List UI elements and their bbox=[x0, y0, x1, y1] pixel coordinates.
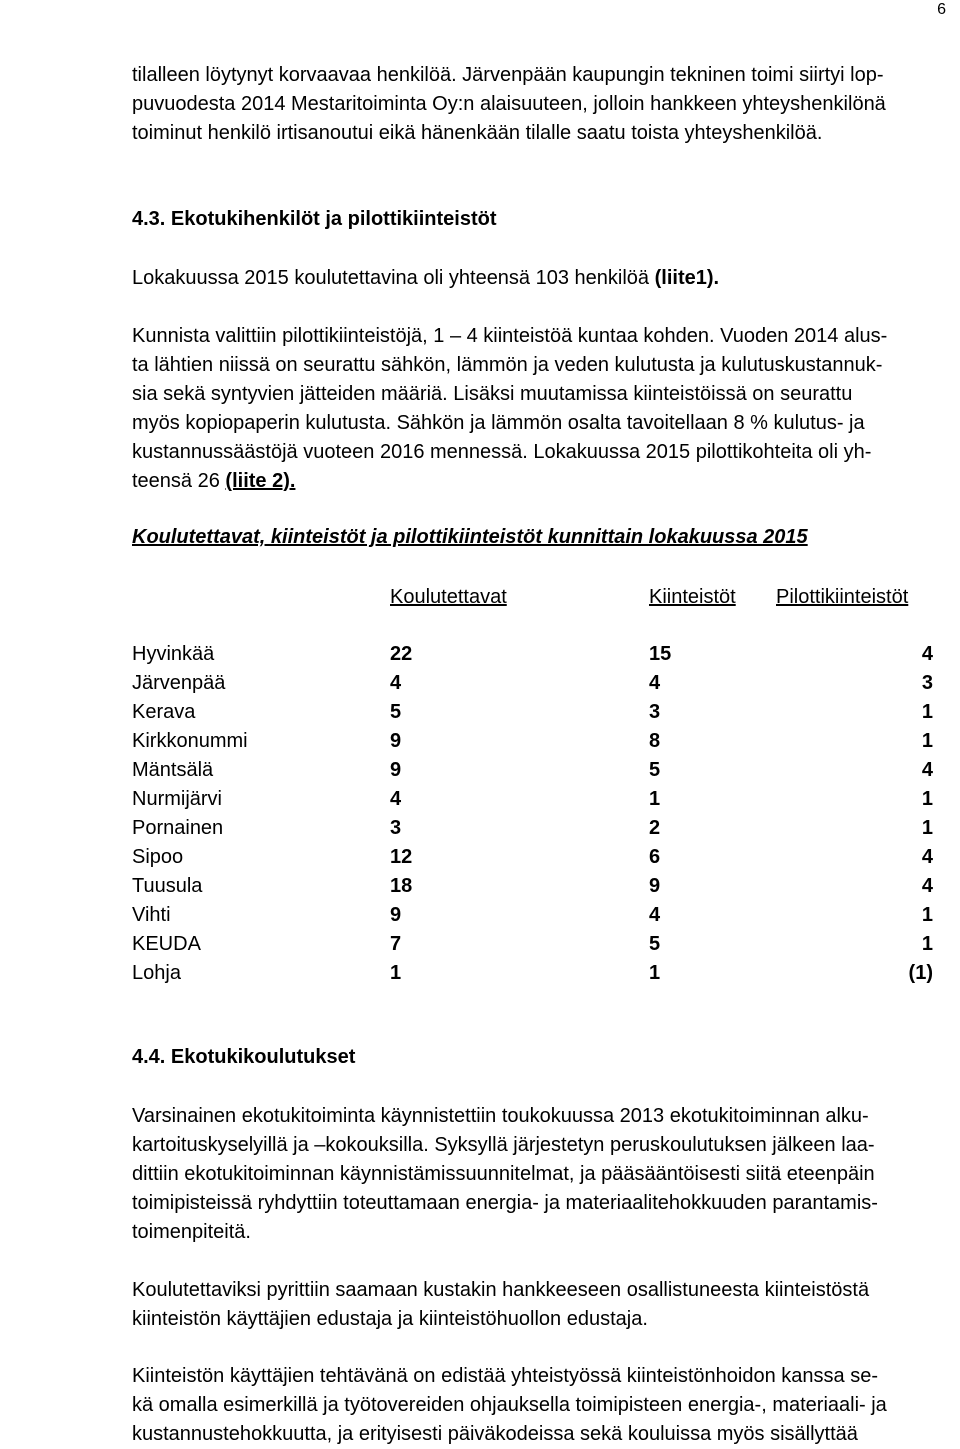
properties-cell: 5 bbox=[649, 933, 661, 955]
intro-paragraph bbox=[132, 61, 932, 148]
text-line bbox=[132, 264, 932, 293]
text-line: kustannussäästöjä vuoteen 2016 mennessä. Lokakuussa 2015 pilottikohteita oli yh- bbox=[132, 441, 872, 463]
pilot-properties-cell: 4 bbox=[921, 643, 933, 665]
pilot-properties-cell: 1 bbox=[921, 933, 933, 955]
trainees-cell: 22 bbox=[390, 643, 413, 665]
properties-cell: 1 bbox=[649, 788, 661, 810]
text-line: myös kopiopaperin kulutusta. Sähkön ja lämmön osalta tavoitellaan 8 % kulutus- ja bbox=[132, 412, 865, 434]
text-line: Varsinainen ekotukitoiminta käynnistettiin toukokuussa 2013 ekotukitoiminnan alku- bbox=[132, 1105, 869, 1127]
section-4-3-paragraph-1 bbox=[132, 264, 932, 293]
municipality-cell: KEUDA bbox=[132, 933, 201, 955]
trainees-cell: 18 bbox=[390, 875, 413, 897]
table-row bbox=[132, 640, 932, 669]
trainees-cell: 4 bbox=[390, 788, 402, 810]
pilot-properties-cell: 3 bbox=[921, 672, 933, 694]
municipality-cell: Pornainen bbox=[132, 817, 224, 839]
text-line: ta lähtien niissä on seurattu sähkön, lämmön ja veden kulutusta ja kulutuskustannuk- bbox=[132, 354, 883, 376]
text-span: Lokakuussa 2015 koulutettavina oli yhteensä 103 henkilöä bbox=[132, 267, 655, 289]
table-row bbox=[132, 872, 932, 901]
table-row bbox=[132, 814, 932, 843]
page-number: 6 bbox=[937, 1, 946, 18]
table-row bbox=[132, 785, 932, 814]
pilot-properties-cell: 1 bbox=[921, 904, 933, 926]
properties-cell: 1 bbox=[649, 962, 661, 984]
pilot-properties-cell: 1 bbox=[921, 730, 933, 752]
trainees-cell: 7 bbox=[390, 933, 402, 955]
pilot-properties-cell: 4 bbox=[921, 846, 933, 868]
text-span: teensä 26 bbox=[132, 470, 226, 492]
properties-cell: 4 bbox=[649, 904, 661, 926]
section-heading-4-4: 4.4. Ekotukikoulutukset bbox=[132, 1046, 356, 1068]
table-row bbox=[132, 901, 932, 930]
properties-cell: 8 bbox=[649, 730, 661, 752]
trainees-cell: 3 bbox=[390, 817, 402, 839]
section-4-4-paragraph-3 bbox=[132, 1362, 932, 1449]
appendix-reference: (liite 2). bbox=[225, 470, 296, 492]
text-line: dittiin ekotukitoiminnan käynnistämissuunnitelmat, ja pääsääntöisesti siitä eteenpäin bbox=[132, 1163, 875, 1185]
trainees-cell: 9 bbox=[390, 730, 402, 752]
properties-cell: 4 bbox=[649, 672, 661, 694]
trainees-cell: 4 bbox=[390, 672, 402, 694]
section-4-3-paragraph-2 bbox=[132, 322, 932, 496]
text-span: Vuoden 2014 alus- bbox=[720, 325, 888, 347]
section-heading-4-3: 4.3. Ekotukihenkilöt ja pilottikiinteistöt bbox=[132, 208, 497, 230]
pilot-properties-cell: 1 bbox=[921, 701, 933, 723]
text-line: toimipisteissä ryhdyttiin toteuttamaan energia- ja materiaalitehokkuuden parantamis- bbox=[132, 1192, 878, 1214]
section-4-4-paragraph-2 bbox=[132, 1276, 932, 1334]
appendix-reference: (liite1). bbox=[654, 267, 720, 289]
properties-cell: 15 bbox=[649, 643, 672, 665]
municipality-cell: Järvenpää bbox=[132, 672, 226, 694]
column-header-pilottikiinteistot: Pilottikiinteistöt bbox=[776, 586, 909, 608]
table-row bbox=[132, 843, 932, 872]
text-line bbox=[132, 467, 932, 496]
text-line: tilalleen löytynyt korvaavaa henkilöä. Järvenpään kaupungin tekninen toimi siirtyi lop- bbox=[132, 64, 884, 86]
text-line: toiminut henkilö irtisanoutui eikä hänenkään tilalle saatu toista yhteyshenkilöä. bbox=[132, 122, 823, 144]
municipality-cell: Lohja bbox=[132, 962, 181, 984]
text-line: puvuodesta 2014 Mestaritoiminta Oy:n alaisuuteen, jolloin hankkeen yhteyshenkilönä bbox=[132, 93, 886, 115]
table-row bbox=[132, 727, 932, 756]
municipality-cell: Kirkkonummi bbox=[132, 730, 248, 752]
text-line: kartoituskyselyillä ja –kokouksilla. Syksyllä järjestetyn peruskoulutuksen jälkeen laa- bbox=[132, 1134, 875, 1156]
pilot-properties-cell: 1 bbox=[921, 817, 933, 839]
table-row bbox=[132, 669, 932, 698]
properties-cell: 2 bbox=[649, 817, 661, 839]
pilot-properties-cell: 1 bbox=[921, 788, 933, 810]
column-header-koulutettavat: Koulutettavat bbox=[390, 586, 507, 608]
municipality-cell: Sipoo bbox=[132, 846, 184, 868]
municipality-table bbox=[132, 640, 932, 988]
municipality-cell: Vihti bbox=[132, 904, 171, 926]
text-line: kustannustehokkuutta, ja erityisesti päiväkodeissa sekä kouluissa myös sisällyttää bbox=[132, 1423, 858, 1445]
table-row bbox=[132, 698, 932, 727]
municipality-cell: Mäntsälä bbox=[132, 759, 214, 781]
text-line: toimenpiteitä. bbox=[132, 1221, 251, 1243]
column-header-kiinteistot: Kiinteistöt bbox=[649, 586, 736, 608]
properties-cell: 6 bbox=[649, 846, 661, 868]
properties-cell: 9 bbox=[649, 875, 661, 897]
municipality-cell: Hyvinkää bbox=[132, 643, 215, 665]
text-line: Koulutettaviksi pyrittiin saamaan kustakin hankkeeseen osallistuneesta kiinteistöstä bbox=[132, 1279, 870, 1301]
properties-cell: 5 bbox=[649, 759, 661, 781]
municipality-cell: Tuusula bbox=[132, 875, 203, 897]
trainees-cell: 9 bbox=[390, 904, 402, 926]
trainees-cell: 9 bbox=[390, 759, 402, 781]
text-line: kä omalla esimerkillä ja työtovereiden ohjauksella toimipisteen energia-, materiaali- ja bbox=[132, 1394, 887, 1416]
table-title: Koulutettavat, kiinteistöt ja pilottikiinteistöt kunnittain lokakuussa 2015 bbox=[132, 526, 808, 548]
municipality-cell: Nurmijärvi bbox=[132, 788, 222, 810]
municipality-cell: Kerava bbox=[132, 701, 196, 723]
pilot-properties-cell: 4 bbox=[921, 759, 933, 781]
pilot-properties-cell: (1) bbox=[908, 962, 933, 984]
trainees-cell: 5 bbox=[390, 701, 402, 723]
table-row bbox=[132, 756, 932, 785]
table-row bbox=[132, 959, 932, 988]
section-4-4-paragraph-1 bbox=[132, 1102, 932, 1247]
trainees-cell: 1 bbox=[390, 962, 402, 984]
text-line bbox=[132, 322, 932, 351]
pilot-properties-cell: 4 bbox=[921, 875, 933, 897]
text-line: sia sekä syntyvien jätteiden määriä. Lisäksi muutamissa kiinteistöissä on seurattu bbox=[132, 383, 853, 405]
text-span: Kunnista valittiin pilottikiinteistöjä, 1 – 4 kiinteistöä kuntaa kohden. bbox=[132, 325, 721, 347]
text-line: kiinteistön käyttäjien edustaja ja kiinteistöhuollon edustaja. bbox=[132, 1308, 648, 1330]
text-line: Kiinteistön käyttäjien tehtävänä on edistää yhteistyössä kiinteistönhoidon kanssa se- bbox=[132, 1365, 879, 1387]
properties-cell: 3 bbox=[649, 701, 661, 723]
trainees-cell: 12 bbox=[390, 846, 413, 868]
table-row bbox=[132, 930, 932, 959]
